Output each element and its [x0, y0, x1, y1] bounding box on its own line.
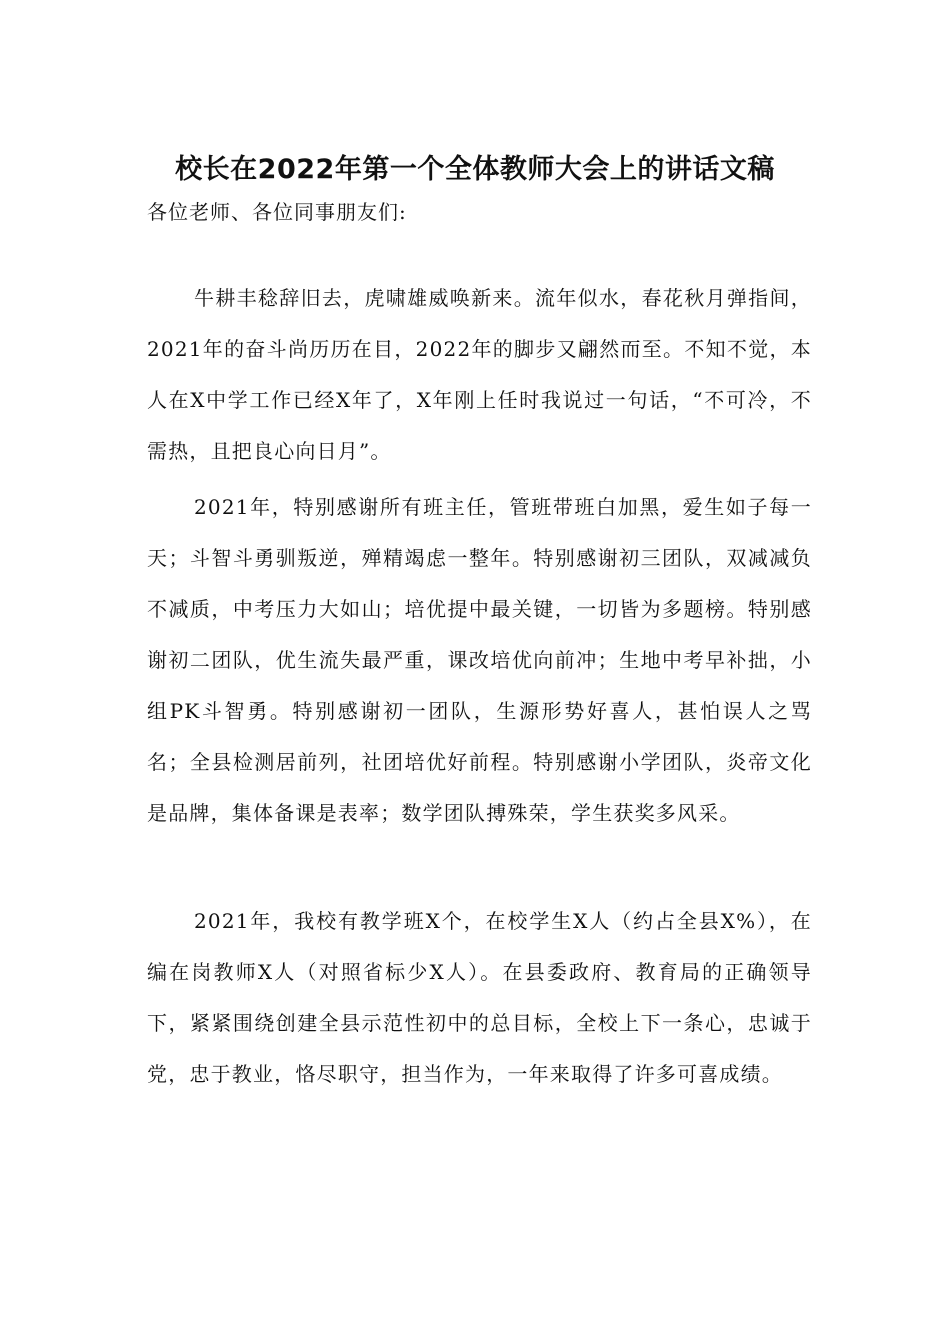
paragraph-achievements: 2021年，我校有教学班X个，在校学生X人（约占全县X%），在编在岗教师X人（对照省标少X人）。在县委政府、教育局的正确领导下，紧紧围绕创建全县示范性初中的总目标，全校上下一条心，忠诚于党，忠于教业，恪尽职守，担当作为，一年来取得了许多可喜成绩。	[147, 909, 812, 1086]
document-title: 校长在2022年第一个全体教师大会上的讲话文稿	[175, 154, 775, 185]
paragraph-thanks: 2021年，特别感谢所有班主任，管班带班白加黑，爱生如子每一天；斗智斗勇驯叛逆，殚精竭虑一整年。特别感谢初三团队，双减减负不减质，中考压力大如山；培优提中最关键，一切皆为多题榜。特别感谢初二团队，优生流失最严重，课改培优向前冲；生地中考早补拙，小组PK斗智勇。特别感谢初一团队，生源形势好喜人，甚怕误人之骂名；全县检测居前列，社团培优好前程。特别感谢小学团队，炎帝文化是品牌，集体备课是表率；数学团队搏殊荣，学生获奖多风采。	[147, 495, 812, 825]
paragraph-opening: 牛耕丰稔辞旧去，虎啸雄威唤新来。流年似水，春花秋月弹指间，2021年的奋斗尚历历在目，2022年的脚步又翩然而至。不知不觉，本人在X中学工作已经X年了，X年刚上任时我说过一句话，“不可冷，不需热，且把良心向日月”。	[147, 286, 812, 463]
salutation: 各位老师、各位同事朋友们:	[147, 200, 407, 224]
